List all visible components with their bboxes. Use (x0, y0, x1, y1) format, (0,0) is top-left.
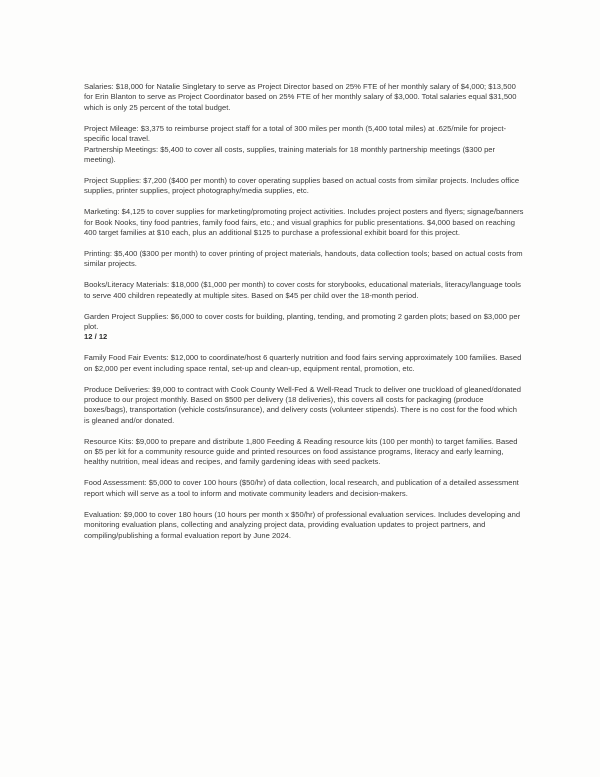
paragraph-printing: Printing: $5,400 ($300 per month) to cover printing of project materials, handouts, data collection tools; based on actual costs from similar projects. (84, 248, 523, 269)
paragraph-books-literacy: Books/Literacy Materials: $18,000 ($1,000 per month) to cover costs for storybooks, educational materials, literacy/language tools to serve 400 children repeatedly at multiple sites. Based on $45 per child over the 18-month period. (84, 280, 521, 300)
paragraph-food-assessment: Food Assessment: $5,000 to cover 100 hours ($50/hr) of data collection, local research, and publication of a detailed assessment report which will serve as a tool to inform and motivate community leaders and decision-makers. (84, 478, 519, 498)
budget-narrative (84, 82, 524, 551)
paragraph-family-food-fair: Family Food Fair Events: $12,000 to coordinate/host 6 quarterly nutrition and food fairs serving approximately 100 families. Based on $2,000 per event including space rental, set-up and clean-up, equipment rental, promotion, etc. (84, 353, 522, 373)
paragraph-project-supplies: Project Supplies: $7,200 ($400 per month) to cover operating supplies based on actual costs from similar projects. Includes office supplies, printer supplies, project photography/media supplies, etc. (84, 175, 520, 196)
paragraph-evaluation: Evaluation: $9,000 to cover 180 hours (10 hours per month x $50/hr) of professional evaluation services. Includes developing and monitoring evaluation plans, collecting and analyzing project data, providing evaluation updates to project partners, and compiling/publishing a formal evaluation report by June 2024. (84, 509, 521, 540)
paragraph-project-mileage: Project Mileage: $3,375 to reimburse project staff for a total of 300 miles per month (5,400 total miles) at .625/mile for project-specific local travel. (84, 123, 506, 144)
paragraph-partnership-meetings: Partnership Meetings: $5,400 to cover all costs, supplies, training materials for 18 monthly partnership meetings ($300 per meeting). (84, 144, 496, 164)
paragraph-marketing: Marketing: $4,125 to cover supplies for marketing/promoting project activities. Includes project posters and flyers; signage/banners for Book Nooks, tiny food pantries, family food fairs, etc.; and visual graphics for public presentations. $4,000 based on reaching 400 target families at $10 each, plus an additional $125 to purchase a professional exhibit board for this project. (84, 207, 524, 237)
paragraph-produce-deliveries: Produce Deliveries: $9,000 to contract with Cook County Well-Fed & Well-Read Truck to deliver one truckload of gleaned/donated produce to our project monthly. Based on $500 per delivery (18 deliveries), this covers all costs for packaging (produce boxes/bags), transportation (vehicle costs/insurance), and delivery costs (volunteer stipends). There is no cost for the food which is gleaned and/or donated. (84, 384, 522, 425)
page-number: 12 / 12 (84, 332, 108, 342)
paragraph-garden-supplies: Garden Project Supplies: $6,000 to cover costs for building, planting, tending, and promoting 2 garden plots; based on $3,000 per plot. (84, 311, 521, 331)
paragraph-salaries: Salaries: $18,000 for Natalie Singletary to serve as Project Director based on 25% FTE of her monthly salary of $4,000; $13,500 for Erin Blanton to serve as Project Coordinator based on 25% FTE of her monthly salary of $3,000. Total salaries equal $31,500 which is only 25 percent of the total budget. (84, 82, 517, 112)
paragraph-resource-kits: Resource Kits: $9,000 to prepare and distribute 1,800 Feeding & Reading resource kits (100 per month) to target families. Based on $5 per kit for a community resource guide and printed resources on food assistance programs, literacy and early learning, healthy nutrition, meal ideas and recipes, and family gardening ideas with seed packets. (84, 436, 518, 467)
